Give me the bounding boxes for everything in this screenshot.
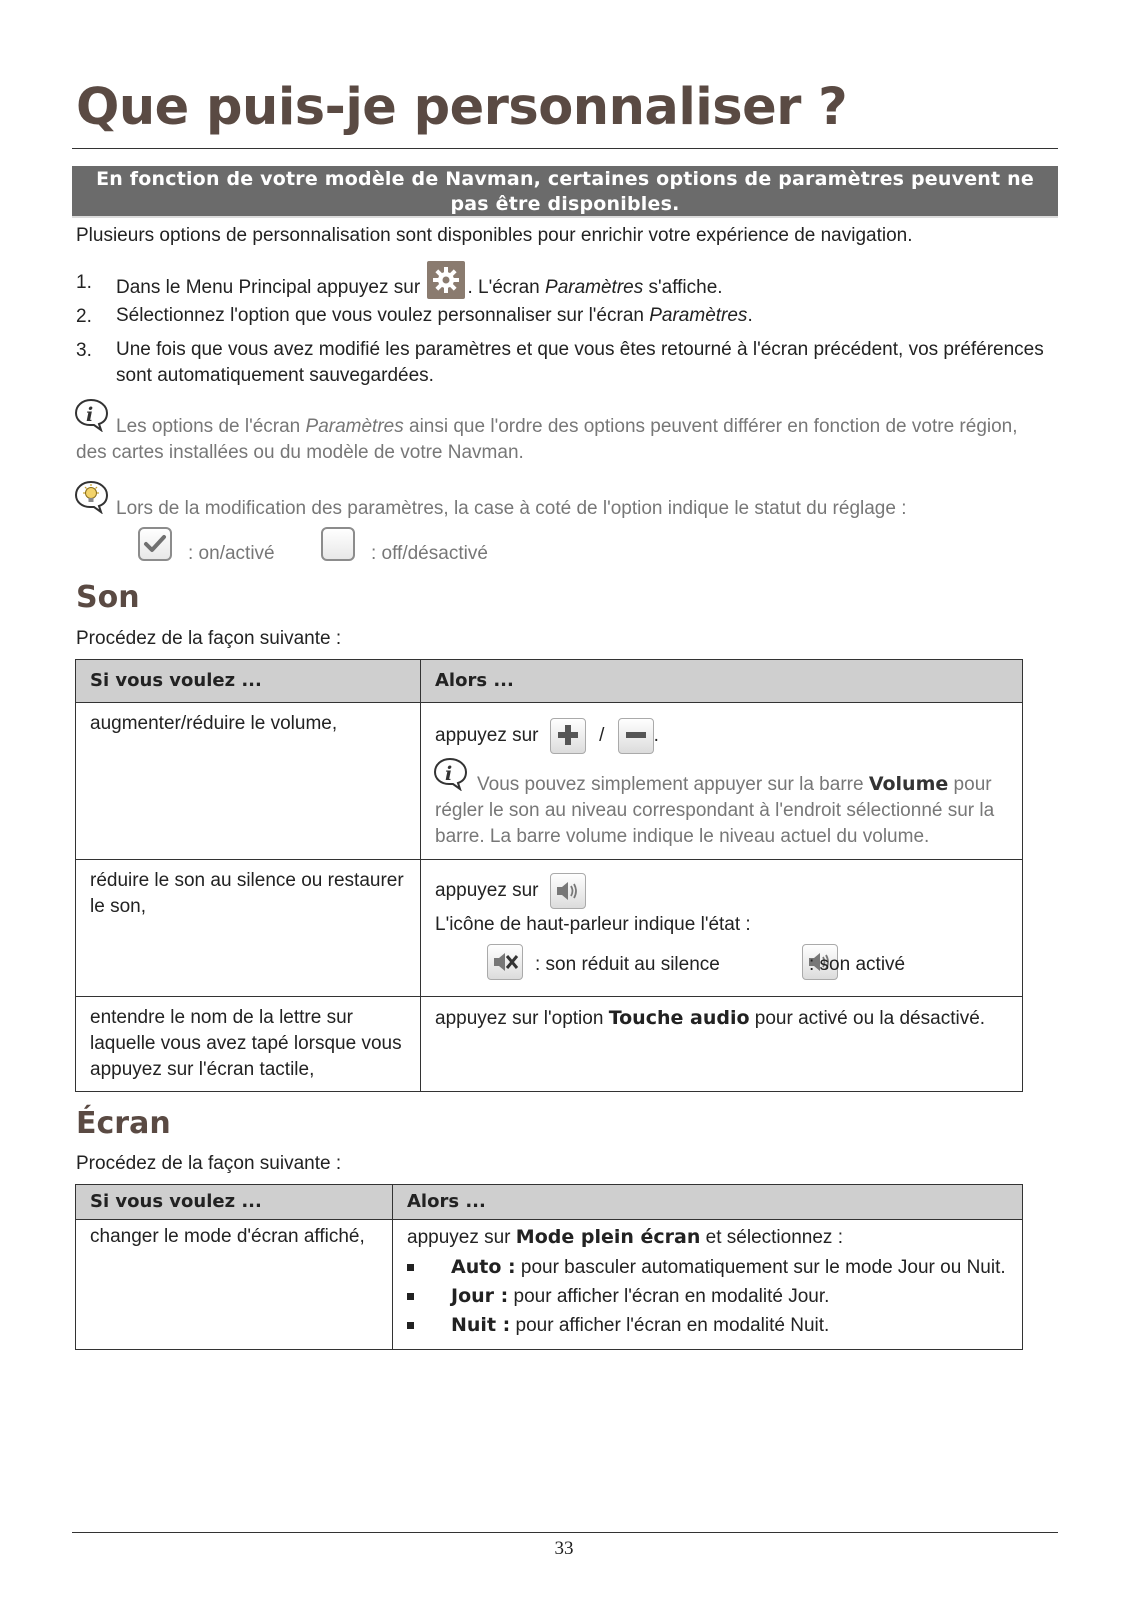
step-number: 3. — [76, 340, 92, 361]
availability-banner: En fonction de votre modèle de Navman, certaines options de paramètres peuvent ne pas être disponibles. — [72, 166, 1058, 218]
want-cell: changer le mode d'écran affiché, — [76, 1220, 393, 1350]
section-heading-son: Son — [76, 580, 140, 615]
section-heading-ecran: Écran — [76, 1106, 171, 1141]
svg-text:i: i — [86, 404, 94, 426]
then-cell: appuyez sur l'option Touche audio pour activé ou la désactivé. — [421, 997, 1023, 1092]
speaker-muted-icon — [487, 944, 523, 980]
volume-down-button-icon — [618, 718, 654, 754]
ecran-intro: Procédez de la façon suivante : — [76, 1153, 342, 1174]
table-row — [76, 703, 1023, 860]
info-note-icon — [433, 757, 469, 791]
note-2: Lors de la modification des paramètres, la case à coté de l'option indique le statut du réglage : — [116, 498, 907, 519]
checkbox-off-label: : off/désactivé — [371, 543, 488, 564]
checkbox-off-icon — [321, 527, 355, 561]
step-3: Une fois que vous avez modifié les paramètres et que vous êtes retourné à l'écran précédent, vos préférences sont automatiquement sauvegardées. — [116, 339, 1044, 386]
bullet-icon — [407, 1293, 414, 1300]
intro-text: Plusieurs options de personnalisation sont disponibles pour enrichir votre expérience de navigation. — [76, 225, 913, 246]
table-header-want: Si vous voulez ... — [76, 1185, 393, 1220]
list-item: Auto : pour basculer automatiquement sur le mode Jour ou Nuit. — [407, 1254, 1008, 1283]
then-cell: appuyez sur / . i Vous pouvez simplement appuyer sur la barre Volume pour régler le son au niveau correspondant à l'endroit sélectionné sur la barre. La barre volume indique le niveau actuel du volume. — [421, 703, 1023, 860]
table-row — [76, 1220, 1023, 1350]
footer-divider — [72, 1532, 1058, 1533]
svg-text:i: i — [445, 763, 453, 785]
table-row — [76, 997, 1023, 1092]
list-item: Nuit : pour afficher l'écran en modalité Nuit. — [407, 1312, 1008, 1341]
then-cell: appuyez sur L'icône de haut-parleur indique l'état : : son réduit au silence : son activé — [421, 860, 1023, 997]
bullet-icon — [407, 1322, 414, 1329]
page-title: Que puis-je personnaliser ? — [76, 78, 848, 137]
volume-up-button-icon — [550, 718, 586, 754]
note-1: Les options de l'écran Paramètres ainsi que l'ordre des options peuvent différer en fonction de votre région, — [116, 416, 1018, 437]
tip-lightbulb-icon — [74, 480, 110, 514]
son-intro: Procédez de la façon suivante : — [76, 628, 342, 649]
table-header-then: Alors ... — [421, 660, 1023, 703]
note-1-line-2: des cartes installées ou du modèle de votre Navman. — [76, 442, 524, 463]
list-item: Jour : pour afficher l'écran en modalité Jour. — [407, 1283, 1008, 1312]
step-1: Dans le Menu Principal appuyez sur . L'écran Paramètres s'affiche. — [116, 269, 723, 307]
step-1-text: Dans le Menu Principal appuyez sur — [116, 277, 421, 299]
table-row — [76, 860, 1023, 997]
checkbox-on-label: : on/activé — [188, 543, 275, 564]
info-note-icon — [74, 398, 110, 432]
settings-gear-icon — [427, 261, 465, 299]
want-cell: entendre le nom de la lettre sur laquelle vous avez tapé lorsque vous appuyez sur l'écran tactile, — [76, 997, 421, 1092]
then-cell: appuyez sur Mode plein écran et sélectionnez : Auto : pour basculer automatiquement sur le mode Jour ou Nuit. Jour : pour afficher l'écran en modalité Jour. Nuit : pour afficher l'écran en modalité Nuit. — [393, 1220, 1023, 1350]
checkbox-on-icon — [138, 527, 172, 561]
want-cell: augmenter/réduire le volume, — [76, 703, 421, 860]
title-divider — [72, 148, 1058, 149]
step-number: 2. — [76, 306, 92, 327]
step-number: 1. — [76, 272, 92, 293]
active-label: : son activé — [809, 954, 906, 975]
table-header-want: Si vous voulez ... — [76, 660, 421, 703]
son-table — [75, 659, 1023, 1092]
speaker-button-icon — [550, 873, 586, 909]
ecran-table — [75, 1184, 1023, 1350]
step-2: Sélectionnez l'option que vous voulez personnaliser sur l'écran Paramètres. — [116, 305, 753, 326]
muted-label: : son réduit au silence — [535, 954, 720, 975]
want-cell: réduire le son au silence ou restaurer le son, — [76, 860, 421, 997]
bullet-icon — [407, 1264, 414, 1271]
page-number: 33 — [554, 1538, 574, 1559]
table-header-then: Alors ... — [393, 1185, 1023, 1220]
